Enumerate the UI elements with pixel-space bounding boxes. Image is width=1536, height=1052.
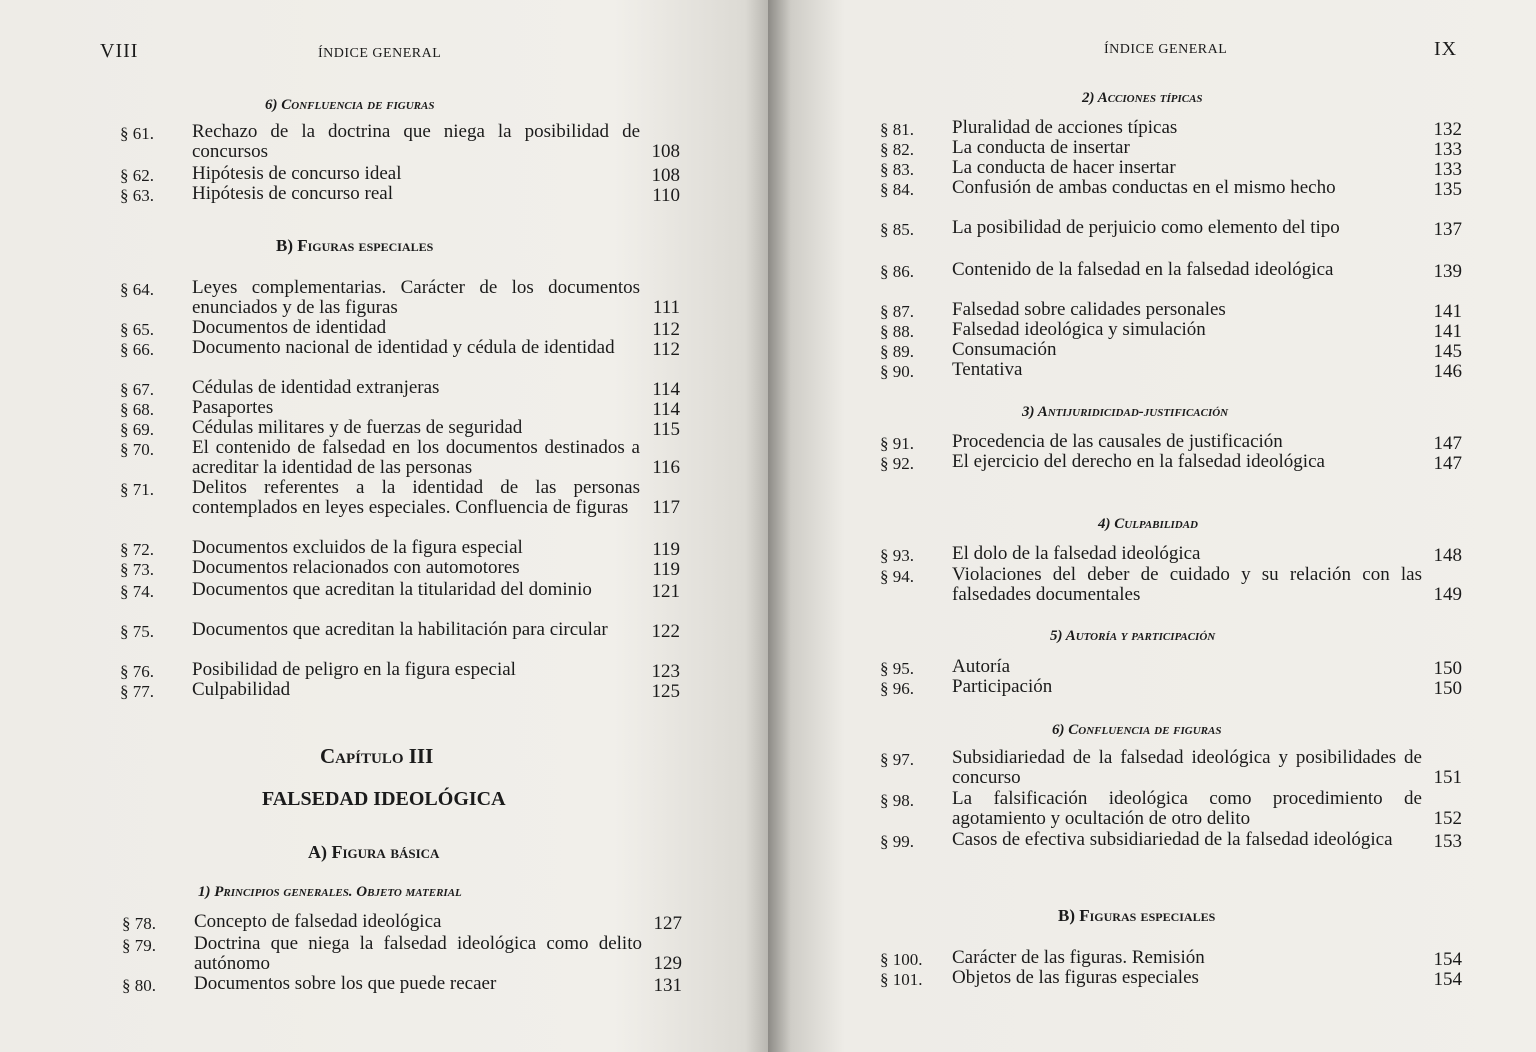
toc-entry: [120, 580, 680, 602]
entry-title: Documentos que acreditan la titularidad del dominio: [192, 579, 592, 600]
entry-page: 135: [1433, 179, 1462, 200]
entry-title: La falsificación ideológica como procedimiento de agotamiento y ocultación de otro delito: [952, 788, 1422, 829]
entry-page: 147: [1433, 453, 1462, 474]
entry-number: § 73.: [120, 560, 154, 579]
entry-title: Hipótesis de concurso real: [192, 183, 394, 204]
toc-entry: [880, 218, 1462, 240]
entry-title: Documento nacional de identidad y cédula de identidad: [192, 337, 615, 358]
entry-page: 149: [1433, 584, 1462, 605]
entry-page: 115: [652, 419, 680, 440]
entry-page: 137: [1433, 219, 1462, 240]
entry-page: 152: [1433, 808, 1462, 829]
toc-entry: [880, 452, 1462, 474]
entry-number: § 87.: [880, 302, 914, 321]
toc-entry: [120, 558, 680, 580]
entry-page: 121: [651, 581, 680, 602]
entry-title: Cédulas militares y de fuerzas de seguridad: [192, 417, 523, 438]
entry-number: § 85.: [880, 220, 914, 239]
entry-number: § 91.: [880, 434, 914, 453]
entry-title: Posibilidad de peligro en la figura especial: [192, 659, 516, 680]
entry-title: Carácter de las figuras. Remisión: [952, 947, 1205, 968]
entry-page: 108: [651, 165, 680, 186]
entry-number: § 70.: [120, 440, 154, 459]
toc-entry: [120, 184, 680, 206]
entry-title: Documentos relacionados con automotores: [192, 557, 520, 578]
entry-title: Autoría: [952, 656, 1011, 677]
section-heading: 1) Principios generales. Objeto material: [198, 884, 462, 900]
toc-entry: [122, 912, 682, 934]
entry-page: 153: [1433, 831, 1462, 852]
entry-number: § 83.: [880, 160, 914, 179]
entry-number: § 88.: [880, 322, 914, 341]
entry-title: Falsedad ideológica y simulación: [952, 319, 1206, 340]
toc-entry: [120, 620, 680, 642]
toc-entry: [880, 748, 1462, 788]
entry-number: § 78.: [122, 914, 156, 933]
entry-title: Tentativa: [952, 359, 1023, 380]
entry-number: § 76.: [120, 662, 154, 681]
entry-title: Documentos excluidos de la figura especial: [192, 537, 523, 558]
entry-title: Documentos de identidad: [192, 317, 387, 338]
toc-entry: [122, 934, 682, 974]
entry-title: Pasaportes: [192, 397, 274, 418]
entry-page: 150: [1433, 678, 1462, 699]
entry-number: § 65.: [120, 320, 154, 339]
entry-number: § 84.: [880, 180, 914, 199]
toc-entry: [120, 278, 680, 318]
entry-number: § 80.: [122, 976, 156, 995]
entry-title: Participación: [952, 676, 1053, 697]
entry-number: § 79.: [122, 936, 156, 955]
entry-title: Casos de efectiva subsidiariedad de la falsedad ideológica: [952, 829, 1393, 850]
toc-entry: [880, 677, 1462, 699]
entry-title: Objetos de las figuras especiales: [952, 967, 1199, 988]
entry-page: 133: [1433, 159, 1462, 180]
entry-page: 125: [651, 681, 680, 702]
entry-page: 108: [651, 141, 680, 162]
entry-number: § 74.: [120, 582, 154, 601]
running-head: ÍNDICE GENERAL: [1104, 42, 1228, 57]
entry-page: 127: [653, 913, 682, 934]
entry-page: 139: [1433, 261, 1462, 282]
entry-page: 154: [1433, 969, 1462, 990]
entry-number: § 90.: [880, 362, 914, 381]
right-page: [768, 0, 1536, 1052]
page-number: IX: [1434, 38, 1458, 60]
entry-number: § 81.: [880, 120, 914, 139]
entry-page: 154: [1433, 949, 1462, 970]
toc-entry: [880, 968, 1462, 990]
toc-entry: [880, 789, 1462, 829]
running-head: ÍNDICE GENERAL: [318, 46, 442, 61]
toc-entry: [120, 338, 680, 360]
toc-entry: [880, 178, 1462, 200]
entry-page: 112: [652, 339, 680, 360]
entry-title: Hipótesis de concurso ideal: [192, 163, 402, 184]
page-number: VIII: [100, 40, 139, 62]
chapter-number: Capítulo III: [320, 744, 434, 768]
entry-title: El dolo de la falsedad ideológica: [952, 543, 1201, 564]
entry-page: 146: [1433, 361, 1462, 382]
entry-title: El contenido de falsedad en los documentos destinados a acreditar la identidad de las personas: [192, 437, 640, 478]
toc-entry: [120, 122, 680, 162]
entry-page: 133: [1433, 139, 1462, 160]
entry-title: Documentos sobre los que puede recaer: [194, 973, 497, 994]
entry-number: § 62.: [120, 166, 154, 185]
entry-number: § 61.: [120, 124, 154, 143]
section-heading: 5) Autoría y participación: [1050, 628, 1216, 644]
entry-number: § 94.: [880, 567, 914, 586]
entry-page: 114: [652, 399, 680, 420]
toc-entry: [120, 680, 680, 702]
entry-page: 141: [1433, 301, 1462, 322]
entry-number: § 67.: [120, 380, 154, 399]
entry-number: § 101.: [880, 970, 923, 989]
entry-page: 148: [1433, 545, 1462, 566]
entry-title: Consumación: [952, 339, 1057, 360]
entry-page: 145: [1433, 341, 1462, 362]
toc-entry: [880, 260, 1462, 282]
entry-title: Documentos que acreditan la habilitación para circular: [192, 619, 608, 640]
entry-number: § 63.: [120, 186, 154, 205]
entry-title: Contenido de la falsedad en la falsedad ideológica: [952, 259, 1334, 280]
entry-page: 119: [652, 559, 680, 580]
entry-title: Subsidiariedad de la falsedad ideológica y posibilidades de concurso: [952, 747, 1422, 788]
section-heading: 6) Confluencia de figuras: [1052, 722, 1222, 738]
entry-page: 150: [1433, 658, 1462, 679]
entry-page: 151: [1433, 767, 1462, 788]
entry-number: § 96.: [880, 679, 914, 698]
entry-number: § 75.: [120, 622, 154, 641]
entry-page: 123: [651, 661, 680, 682]
entry-title: Delitos referentes a la identidad de las personas contemplados en leyes especiales. Confluencia de figuras: [192, 477, 640, 518]
entry-title: Procedencia de las causales de justificación: [952, 431, 1283, 452]
entry-page: 116: [652, 457, 680, 478]
entry-page: 131: [653, 975, 682, 996]
entry-title: Culpabilidad: [192, 679, 291, 700]
toc-entry: [880, 360, 1462, 382]
entry-page: 111: [652, 297, 680, 318]
section-heading: 2) Acciones típicas: [1082, 90, 1203, 106]
entry-number: § 64.: [120, 280, 154, 299]
entry-title: El ejercicio del derecho en la falsedad ideológica: [952, 451, 1325, 472]
entry-number: § 97.: [880, 750, 914, 769]
entry-number: § 86.: [880, 262, 914, 281]
entry-page: 129: [653, 953, 682, 974]
toc-entry: [880, 830, 1462, 852]
entry-number: § 92.: [880, 454, 914, 473]
entry-title: Concepto de falsedad ideológica: [194, 911, 442, 932]
entry-title: Falsedad sobre calidades personales: [952, 299, 1226, 320]
toc-entry: [120, 478, 680, 518]
entry-page: 119: [652, 539, 680, 560]
entry-title: Pluralidad de acciones típicas: [952, 117, 1178, 138]
section-heading: B) Figuras especiales: [276, 236, 434, 255]
entry-number: § 99.: [880, 832, 914, 851]
entry-number: § 93.: [880, 546, 914, 565]
entry-number: § 72.: [120, 540, 154, 559]
section-heading: 3) Antijuridicidad-justificación: [1022, 404, 1229, 420]
entry-title: Violaciones del deber de cuidado y su relación con las falsedades documentales: [952, 564, 1422, 605]
entry-title: La conducta de insertar: [952, 137, 1130, 158]
entry-number: § 66.: [120, 340, 154, 359]
toc-entry: [122, 974, 682, 996]
entry-page: 141: [1433, 321, 1462, 342]
entry-title: Cédulas de identidad extranjeras: [192, 377, 440, 398]
entry-page: 147: [1433, 433, 1462, 454]
section-heading: B) Figuras especiales: [1058, 906, 1216, 925]
toc-entry: [880, 565, 1462, 605]
section-heading: 6) Confluencia de figuras: [265, 97, 435, 113]
chapter-title: FALSEDAD IDEOLÓGICA: [262, 788, 506, 810]
entry-number: § 98.: [880, 791, 914, 810]
section-heading: 4) Culpabilidad: [1098, 516, 1198, 532]
entry-number: § 77.: [120, 682, 154, 701]
entry-number: § 82.: [880, 140, 914, 159]
section-heading: A) Figura básica: [308, 842, 440, 862]
entry-page: 112: [652, 319, 680, 340]
entry-title: Leyes complementarias. Carácter de los documentos enunciados y de las figuras: [192, 277, 640, 318]
entry-title: Doctrina que niega la falsedad ideológica como delito autónomo: [194, 933, 642, 974]
entry-title: Rechazo de la doctrina que niega la posibilidad de concursos: [192, 121, 640, 162]
entry-number: § 68.: [120, 400, 154, 419]
entry-page: 122: [651, 621, 680, 642]
entry-number: § 71.: [120, 480, 154, 499]
toc-entry: [880, 544, 1462, 566]
toc-entry: [120, 438, 680, 478]
entry-page: 117: [652, 497, 680, 518]
entry-number: § 100.: [880, 950, 923, 969]
entry-title: Confusión de ambas conductas en el mismo hecho: [952, 177, 1336, 198]
entry-number: § 95.: [880, 659, 914, 678]
entry-page: 132: [1433, 119, 1462, 140]
entry-title: La posibilidad de perjuicio como elemento del tipo: [952, 217, 1340, 238]
entry-number: § 69.: [120, 420, 154, 439]
entry-title: La conducta de hacer insertar: [952, 157, 1176, 178]
entry-page: 114: [652, 379, 680, 400]
entry-page: 110: [652, 185, 680, 206]
entry-number: § 89.: [880, 342, 914, 361]
